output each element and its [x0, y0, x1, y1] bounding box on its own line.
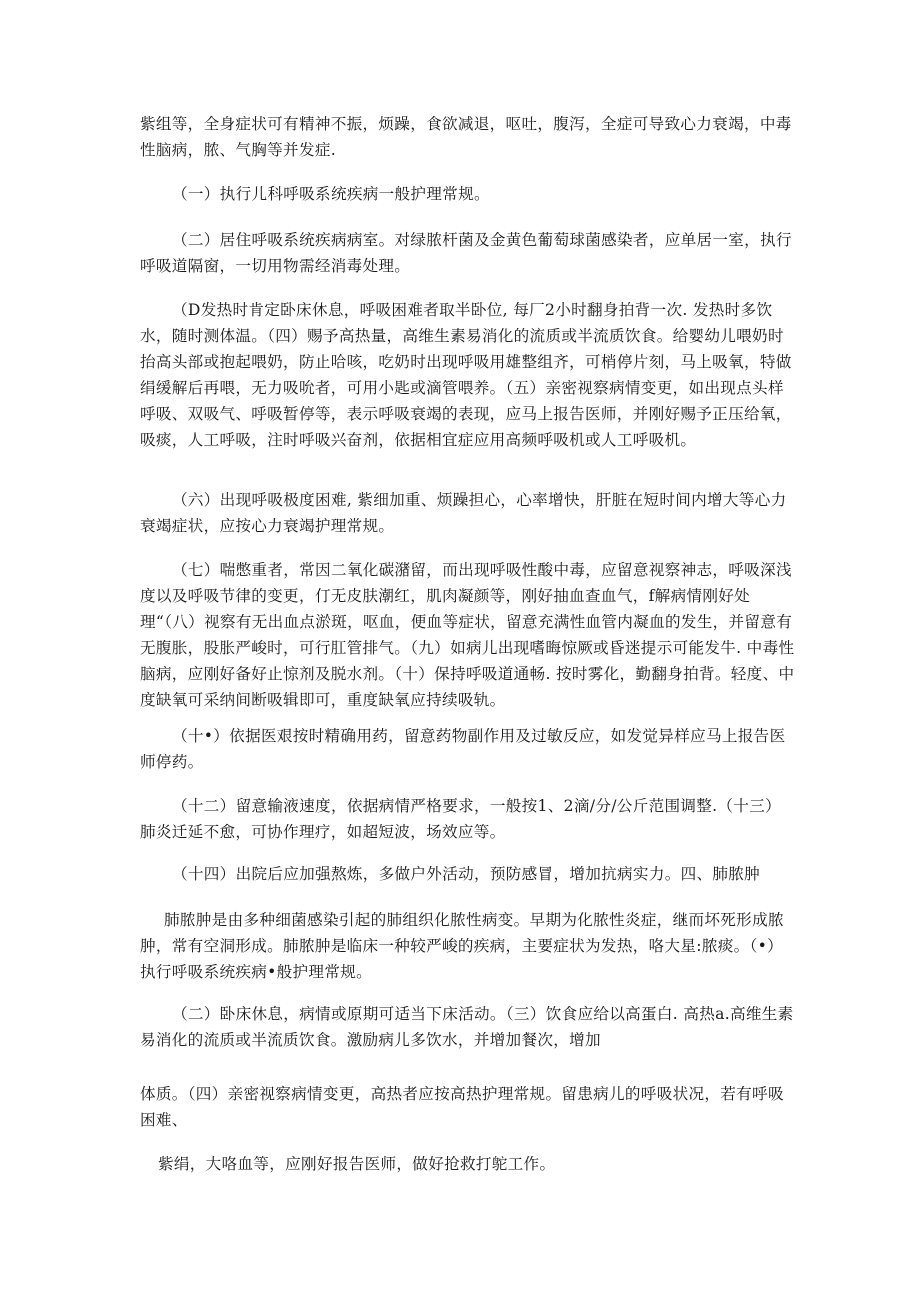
paragraph-2: （一）执行儿科呼吸系统疾病一般护理常规。 [172, 185, 490, 203]
paragraph-9: （十四）出院后应加强熬炼，多做户外活动，预防感冒，增加抗病实力。四、肺脓肿 [172, 865, 761, 883]
paragraph-7: （十•）依据医艰按时精确用药，留意药物副作用及过敏反应，如发觉异样应马上报告医师停药。 [140, 727, 786, 771]
paragraph-11: （二）卧床休息，病情或原期可适当下床活动。（三）饮食应给以高蛋白. 高热a.高维生素易消化的流质或半流质饮食。激励病儿多饮水，并增加餐次，增加 [140, 1005, 794, 1049]
paragraph-6: （七）喘憋重者，常因二氧化碳潴留，而出现呼吸性酸中毒，应留意视察神志，呼吸深浅度以及呼吸节律的变更，仃无皮肤潮红，肌肉凝颜等，刚好抽血查血气，f解病情刚好处理“（八）视察有无出血点淤斑，呕血，便血等症状，留意充满性血管内凝血的发生，并留意有无腹胀，股胀严峻时，可行肛管排气。（九）如病儿出现嗜晦惊厥或昏迷提示可能发牛. 中毒性脑病，应刚好备好止惊剂及脱水剂。（十）保持呼吸道通畅. 按时雾化，勤翻身拍背。轻度、中度缺氧可采纳间断吸辑即可，重度缺氧应持续吸轨。 [140, 561, 795, 709]
paragraph-5: （六）出现呼吸极度困难, 紫细加重、烦躁担心，心率增快，肝脏在短时间内增大等心力衰竭症状，应按心力衰竭护理常规。 [140, 491, 787, 535]
paragraph-12: 体质。（四）亲密视察病情变更，高热者应按高热护理常规。留患病儿的呼吸状况，若有呼吸困难、 [140, 1085, 784, 1129]
paragraph-3: （二）居住呼吸系统疾病病室。对绿脓杆菌及金黄色葡萄球菌感染者，应单居一室，执行呼吸道隔窗，一切用物需经消毒处理。 [140, 231, 792, 275]
paragraph-1: 紫组等，全身症状可有精神不振，烦躁，食欲减退，呕吐，腹泻，全症可导致心力衰竭，中毒性脑病，脓、气胸等并发症. [140, 115, 792, 159]
paragraph-8: （十二）留意输液速度，依据病情严格要求，一般按1、2滴/分/公斤范围调整.（十三）肺炎迁延不愈，可协作理疗，如超短波，场效应等。 [140, 797, 781, 841]
paragraph-13: 紫绢，大咯血等，应刚好报告医师，做好抢救打鸵工作。 [158, 1155, 556, 1173]
paragraph-4: （D发热时肯定卧床休息，呼吸困难者取半卧位, 每厂2小时翻身拍背一次. 发热时多饮水，随时测体温。（四）赐予高热量，高维生素易消化的流质或半流质饮食。给婴幼儿喂奶时抬高头部或抱起喂奶，防止哈咳，吃奶时出现呼吸用雄整组齐，可梢停片刻，马上吸氧，特做绢缓解后再喂，无力吸吮者，可用小匙或滴管喂养。（五）亲密视察病情变更，如出现点头样呼吸、双吸气、呼吸暂停等，表示呼吸衰竭的表现，应马上报告医师，并刚好赐予正压给氧，吸痰，人工呼吸，注时呼吸兴奋剂，依据相宜症应用高频呼吸机或人工呼吸机。 [140, 301, 792, 449]
paragraph-10: 肺脓肿是由多种细菌感染引起的肺组织化脓性病变。早期为化脓性炎症，继而坏死形成脓肿，常有空洞形成。肺脓肿是临床一种较严峻的疾病，主要症状为发热，咯大星:脓痰。（•）执行呼吸系统疾病•般护理常规。 [140, 911, 784, 981]
